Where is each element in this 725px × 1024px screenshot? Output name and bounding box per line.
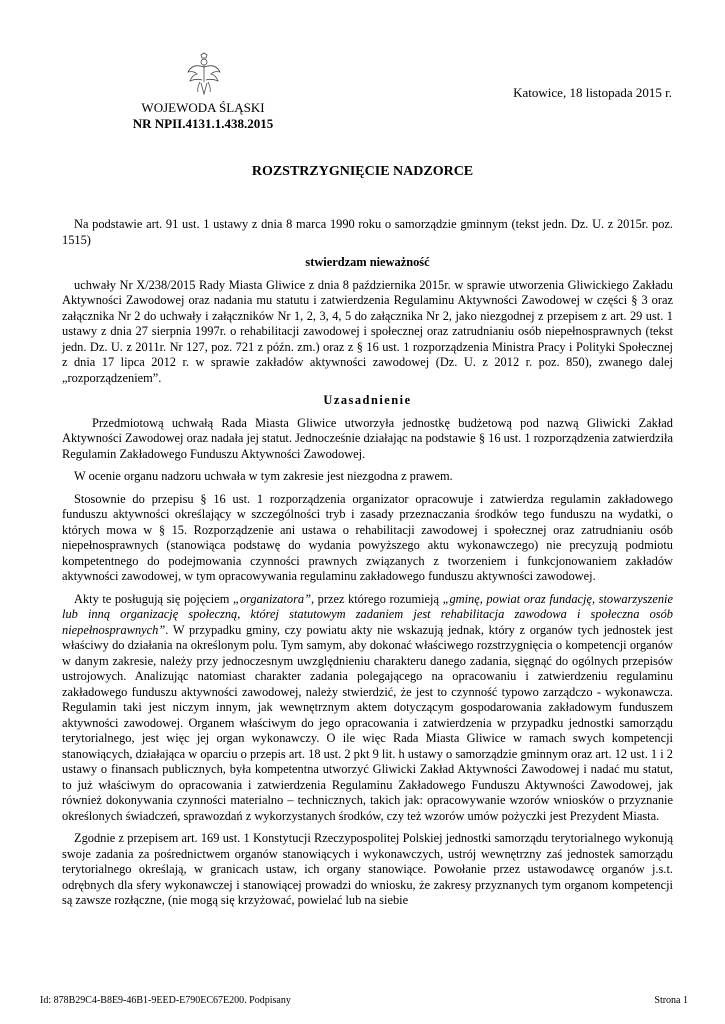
justification-paragraph-3: Stosownie do przepisu § 16 ust. 1 rozporządzenia organizator opracowuje i zatwierdza regulamin zakładowego funduszu aktywności określający w szczególności tryb i zasady przeznaczania środków tego funduszu na wydatki, o których mowa w § 15. Rozporządzenie ani ustawa o rehabilitacji zawodowej i społecznej oraz zatrudnianiu osób niepełnosprawnych (stanowiąca podstawę do wydania powyższego aktu wykonawczego) nie precyzują podmiotu kompetentnego do podejmowania czynności prawnych związanych z tworzeniem i funkcjonowaniem zakładów aktywności zawodowej, w tym opracowywania regulaminu zakładowego funduszu aktywności zawodowej. (62, 491, 673, 583)
place-and-date: Katowice, 18 listopada 2015 r. (513, 85, 672, 100)
paragraph-4-intro: Akty te posługują się pojęciem (74, 591, 233, 606)
declaration-heading: stwierdzam nieważność (305, 255, 430, 269)
document-body (62, 217, 673, 916)
document-title: ROZSTRZYGNIĘCIE NADZORCE (251, 164, 474, 179)
paragraph-4-rest: . W przypadku gminy, czy powiatu akty nie wskazują jednak, który z organów tych jednostek jest właściwy do działania na określonym polu. Tym samym, aby dokonać właściwego rozstrzygnięcia o kompetencji organów w danym zakresie, należy przy jednoczesnym uwzględnieniu charakteru danego zadania, sięgnąć do ogólnych przepisów ustrojowych. Analizując natomiast charakter zadania polegającego na opracowaniu i zatwierdzeniu regulaminu zakładowego funduszu aktywności zawodowej, należy stwierdzić, że jest to czynność typowo zarządczo - wykonawcza. Regulamin taki jest niczym innym, jak wewnętrznym aktem dotyczącym gospodarowania zakładowym funduszem aktywności zawodowej. Organem właściwym do jego opracowania i zatwierdzenia w przypadku jednostki samorządu terytorialnego, jest więc jej organ wykonawczy. O ile więc Rada Miasta Gliwice w ramach swych kompetencji stanowiących, działająca w oparciu o przepis art. 18 ust. 2 pkt 9 lit. h ustawy o samorządzie gminnym oraz art. 12 ust. 1 i 2 ustawy o finansach publicznych, była kompetentna utworzyć Gliwicki Zakład Aktywności Zawodowej i nadać mu statut, to już właściwym do opracowania i zatwierdzenia Regulaminu Zakładowego Funduszu Aktywności Zawodowej, jak również dokonywania czynności materialno – technicznych, takich jak: opracowywanie wzorów wniosków o przyznanie określonych świadczeń, sprawozdań z wykorzystanych środków, czy też wzorów umów pożyczki jest Prezydent Miasta. (62, 622, 673, 823)
justification-heading: Uzasadnienie (323, 393, 412, 407)
document-id-footer: Id: 878B29C4-B8E9-46B1-9EED-E790EC67E200. Podpisany (40, 995, 291, 1006)
reference-number: NR NPII.4131.1.438.2015 (132, 116, 274, 131)
authority-name: WOJEWODA ŚLĄSKI (141, 100, 265, 115)
paragraph-4-link: , przez którego rozumieją (310, 591, 443, 606)
organizer-term: „organizatora” (232, 591, 311, 606)
page-number: Strona 1 (654, 995, 688, 1006)
issuing-authority (108, 100, 298, 132)
justification-paragraph-4 (62, 592, 673, 825)
resolution-paragraph: uchwały Nr X/238/2015 Rady Miasta Gliwice z dnia 8 października 2015r. w sprawie utworzenia Gliwickiego Zakładu Aktywności Zawodowej oraz nadania mu statutu i zatwierdzenia Regulaminu Aktywności Zawodowej w części § 3 oraz załącznika Nr 2 do uchwały i załączników Nr 1, 2, 3, 4, 5 do załącznika Nr 2, jako niezgodnej z przepisem z art. 29 ust. 1 ustawy z dnia 27 sierpnia 1997r. o rehabilitacji zawodowej i społecznej oraz zatrudnianiu osób niepełnosprawnych (tekst jedn. Dz. U. z 2011r. Nr 127, poz. 721 z późn. zm.) oraz z § 16 ust. 1 rozporządzenia Ministra Pracy i Polityki Społecznej z dnia 17 lipca 2012 r. w sprawie zakładów aktywności zawodowej (Dz. U. z 2012 r. poz. 850), zwanego dalej „rozporządzeniem”. (62, 277, 673, 385)
polish-eagle-emblem-icon (186, 52, 222, 96)
justification-paragraph-2: W ocenie organu nadzoru uchwała w tym zakresie jest niezgodna z prawem. (74, 469, 453, 483)
justification-paragraph-5: Zgodnie z przepisem art. 169 ust. 1 Konstytucji Rzeczypospolitej Polskiej jednostki samorządu terytorialnego wykonują swoje zadania za pośrednictwem organów stanowiących i wykonawczych, ustrój wewnętrzny zaś jednostek samorządu terytorialnego określają, w granicach ustaw, ich organy stanowiące. Powołanie przez ustawodawcę organów j.s.t. odrębnych dla sfery wykonawczej i stanowiącej prowadzi do wniosku, że zakresy przyznanych tym organom kompetencji są zawsze rozłączne, (nie mogą się krzyżować, powielać lub na siebie (62, 831, 673, 907)
justification-paragraph-1: Przedmiotową uchwałą Rada Miasta Gliwice utworzyła jednostkę budżetową pod nazwą Gliwicki Zakład Aktywności Zawodowej oraz nadała jej statut. Jednocześnie działając na podstawie § 16 ust. 1 rozporządzenia zatwierdziła Regulamin Zakładowego Funduszu Aktywności Zawodowej. (62, 415, 673, 461)
organizer-definition: „gminę, powiat oraz fundację, stowarzyszenie lub inną organizację społeczną, której statutowym zadaniem jest rehabilitacja zawodowa i społeczna osób niepełnosprawnych” (62, 591, 673, 637)
legal-basis-paragraph: Na podstawie art. 91 ust. 1 ustawy z dnia 8 marca 1990 roku o samorządzie gminnym (tekst jedn. Dz. U. z 2015r. poz. 1515) (62, 217, 673, 247)
